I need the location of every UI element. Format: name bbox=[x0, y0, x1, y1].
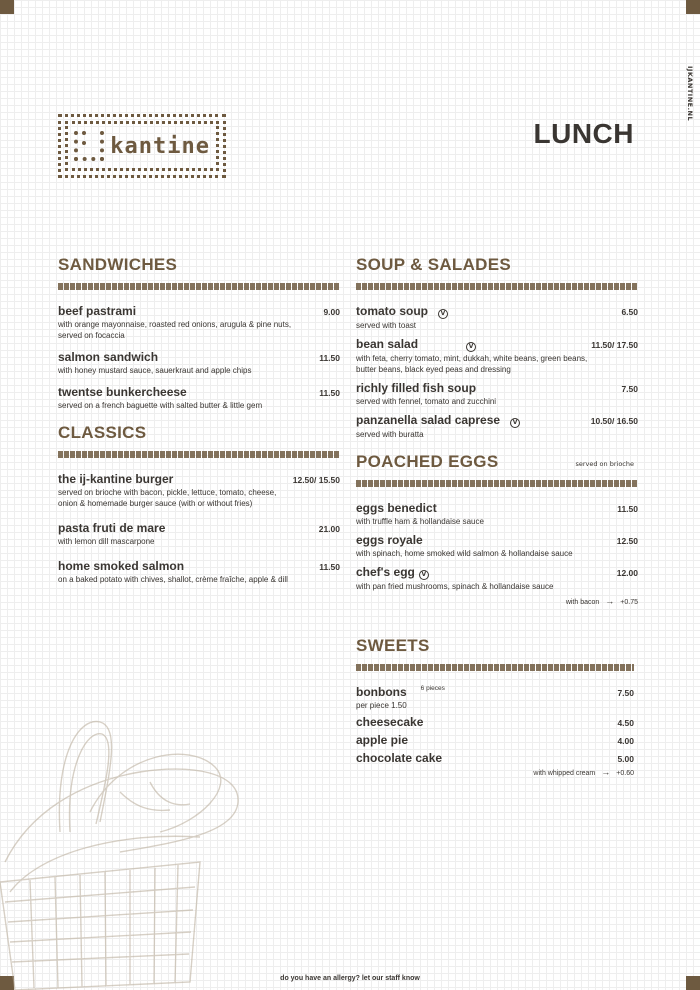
section-title: CLASSICS bbox=[58, 423, 147, 442]
logo-mark-icon bbox=[74, 131, 104, 161]
item-description: with feta, cherry tomato, mint, dukkah, white beans, green beans, butter beans, black eyed peas and dressing bbox=[356, 354, 588, 374]
divider bbox=[356, 283, 638, 290]
item-description: served with fennel, tomato and zucchini bbox=[356, 397, 497, 406]
divider bbox=[356, 664, 634, 671]
extra-label: with whipped cream bbox=[533, 770, 596, 777]
item-price: 11.50/ 17.50 bbox=[591, 340, 638, 350]
item-description: with truffle ham & hollandaise sauce bbox=[356, 517, 484, 526]
item-description: with orange mayonnaise, roasted red onions, arugula & pine nuts, served on focaccia bbox=[58, 320, 292, 340]
item-price: 12.50 bbox=[616, 536, 638, 546]
vegetarian-icon: V bbox=[438, 309, 448, 319]
menu-item bbox=[356, 565, 638, 592]
item-name: the ij-kantine burger bbox=[58, 472, 174, 486]
divider bbox=[58, 451, 340, 458]
section-title: SANDWICHES bbox=[58, 255, 178, 274]
item-name: bonbons bbox=[356, 685, 407, 699]
item-price: 11.50 bbox=[319, 388, 340, 398]
item-description: served with toast bbox=[356, 321, 417, 330]
extra-option bbox=[356, 767, 634, 777]
item-description: with lemon dill mascarpone bbox=[58, 537, 155, 546]
item-name: eggs benedict bbox=[356, 501, 437, 515]
item-name: home smoked salmon bbox=[58, 559, 185, 573]
item-price: 4.50 bbox=[617, 718, 634, 728]
item-note: 6 pieces bbox=[420, 685, 445, 692]
website-url: IJKANTINE.NL bbox=[686, 66, 694, 122]
section-title: SWEETS bbox=[356, 636, 430, 655]
item-price: 9.00 bbox=[323, 307, 340, 317]
corner-mark bbox=[0, 0, 14, 14]
menu-item bbox=[356, 381, 638, 407]
item-price: 7.50 bbox=[621, 384, 638, 394]
item-description: with spinach, home smoked wild salmon & hollandaise sauce bbox=[356, 549, 573, 558]
item-name: chef's egg bbox=[356, 565, 415, 579]
divider bbox=[356, 480, 638, 487]
corner-mark bbox=[686, 0, 700, 14]
item-description: served on brioche with bacon, pickle, lettuce, tomato, cheese, onion & homemade burger sauce (with or without fries) bbox=[58, 488, 277, 508]
item-name: chocolate cake bbox=[356, 751, 443, 765]
bread-basket-illustration bbox=[0, 712, 250, 990]
item-name: richly filled fish soup bbox=[356, 381, 477, 395]
item-price: 11.50 bbox=[319, 562, 340, 572]
allergy-notice: do you have an allergy? let our staff know bbox=[280, 975, 420, 982]
item-description: served with buratta bbox=[356, 430, 424, 439]
item-name: salmon sandwich bbox=[58, 350, 159, 364]
menu-item bbox=[356, 733, 634, 747]
vegetarian-icon: V bbox=[466, 342, 476, 352]
vegetarian-icon: V bbox=[510, 418, 520, 428]
section-classics bbox=[58, 423, 340, 594]
section-sandwiches bbox=[58, 255, 340, 420]
item-description: per piece 1.50 bbox=[356, 701, 407, 710]
section-sweets bbox=[356, 636, 634, 777]
divider bbox=[58, 283, 340, 290]
menu-item bbox=[58, 350, 340, 376]
item-name: eggs royale bbox=[356, 533, 423, 547]
item-description: with pan fried mushrooms, spinach & hollandaise sauce bbox=[356, 582, 554, 591]
menu-item bbox=[58, 472, 340, 509]
page-title: LUNCH bbox=[533, 118, 634, 149]
section-poached-eggs bbox=[356, 452, 638, 606]
menu-item bbox=[356, 304, 638, 331]
menu-item bbox=[356, 413, 638, 440]
item-price: 12.00 bbox=[616, 568, 638, 578]
logo bbox=[58, 114, 226, 178]
item-name: tomato soup bbox=[356, 304, 428, 318]
section-note: served on brioche bbox=[575, 460, 634, 468]
item-price: 6.50 bbox=[621, 307, 638, 317]
menu-item bbox=[356, 751, 634, 765]
section-title: SOUP & SALADES bbox=[356, 255, 512, 274]
arrow-right-icon: → bbox=[601, 767, 611, 777]
item-description: on a baked potato with chives, shallot, crème fraîche, apple & dill bbox=[58, 575, 288, 584]
menu-item bbox=[356, 715, 634, 729]
item-name: beef pastrami bbox=[58, 304, 137, 318]
item-description: served on a french baguette with salted butter & little gem bbox=[58, 401, 263, 410]
section-soup-salades bbox=[356, 255, 638, 449]
menu-item bbox=[58, 559, 340, 585]
item-name: cheesecake bbox=[356, 715, 424, 729]
menu-item bbox=[58, 385, 340, 411]
extra-label: with bacon bbox=[565, 599, 600, 606]
item-price: 4.00 bbox=[617, 736, 634, 746]
menu-item bbox=[356, 337, 638, 375]
extra-price: +0.60 bbox=[616, 770, 634, 777]
section-title: POACHED EGGS bbox=[356, 452, 499, 471]
menu-item bbox=[356, 501, 638, 527]
item-description: with honey mustard sauce, sauerkraut and apple chips bbox=[58, 366, 252, 375]
item-price: 12.50/ 15.50 bbox=[292, 475, 340, 485]
menu-item bbox=[58, 521, 340, 547]
item-name: twentse bunkercheese bbox=[58, 385, 187, 399]
item-name: apple pie bbox=[356, 733, 409, 747]
vegetarian-icon: V bbox=[419, 570, 429, 580]
menu-item bbox=[58, 304, 340, 341]
logo-text: kantine bbox=[110, 133, 210, 159]
item-price: 5.00 bbox=[617, 754, 634, 764]
item-price: 21.00 bbox=[318, 524, 340, 534]
item-name: panzanella salad caprese bbox=[356, 413, 501, 427]
item-price: 11.50 bbox=[617, 504, 638, 514]
item-name: bean salad bbox=[356, 337, 419, 351]
extra-price: +0.75 bbox=[620, 599, 638, 606]
item-price: 10.50/ 16.50 bbox=[590, 416, 638, 426]
menu-item bbox=[356, 685, 634, 711]
menu-item bbox=[356, 533, 638, 559]
item-price: 7.50 bbox=[617, 688, 634, 698]
item-price: 11.50 bbox=[319, 353, 340, 363]
arrow-right-icon: → bbox=[605, 596, 615, 606]
extra-option bbox=[356, 596, 638, 606]
item-name: pasta fruti de mare bbox=[58, 521, 166, 535]
